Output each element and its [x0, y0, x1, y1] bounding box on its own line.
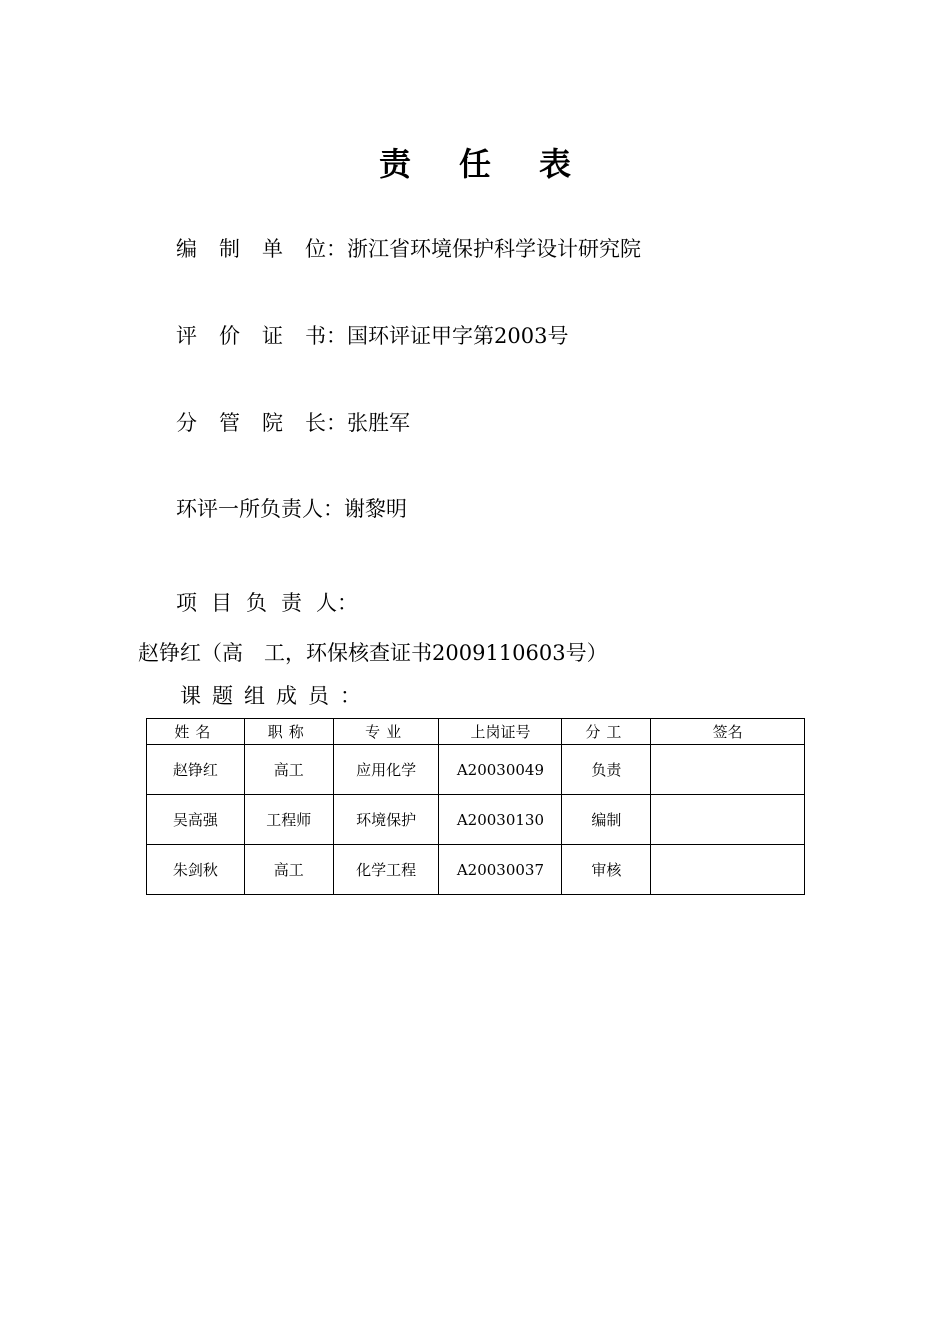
field-value: 国环评证甲字第2003号: [347, 324, 569, 348]
cell-signature: [651, 845, 805, 895]
field-deputy-dean: [176, 407, 410, 439]
field-label: 分管院长：: [176, 411, 347, 435]
cell-role: 编制: [562, 795, 651, 845]
cell-title: 工程师: [244, 795, 333, 845]
field-value: 张胜军: [347, 411, 410, 435]
cell-specialty: 环境保护: [333, 795, 439, 845]
column-header-role: 分工: [562, 719, 651, 745]
field-value: 浙江省环境保护科学设计研究院: [347, 237, 641, 261]
cell-license: A20030049: [439, 745, 562, 795]
column-header-license: 上岗证号: [439, 719, 562, 745]
field-value: 赵铮红（高 工，环保核查证书2009110603号）: [138, 641, 608, 665]
cell-role: 审核: [562, 845, 651, 895]
field-office-head: [176, 493, 407, 525]
team-table: [146, 718, 805, 895]
cell-name: 赵铮红: [147, 745, 245, 795]
team-section-title: 课题组成员：: [180, 684, 372, 708]
field-label: 编制单位：: [176, 237, 347, 261]
cell-name: 朱剑秋: [147, 845, 245, 895]
field-label: 项目负责人：: [176, 591, 358, 615]
table-row: [147, 845, 805, 895]
field-label: 环评一所负责人：: [176, 497, 344, 521]
column-header-specialty: 专业: [333, 719, 439, 745]
field-compiling-unit: [176, 233, 641, 265]
cell-license: A20030037: [439, 845, 562, 895]
field-label: 评价证书：: [176, 324, 347, 348]
cell-name: 吴高强: [147, 795, 245, 845]
field-project-leader: [138, 578, 818, 678]
cell-role: 负责: [562, 745, 651, 795]
field-evaluation-certificate: [176, 320, 568, 352]
column-header-signature: 签名: [651, 719, 805, 745]
cell-license: A20030130: [439, 795, 562, 845]
cell-signature: [651, 795, 805, 845]
page-title: 责任表: [378, 145, 619, 183]
cell-title: 高工: [244, 745, 333, 795]
table-row: [147, 795, 805, 845]
cell-title: 高工: [244, 845, 333, 895]
column-header-name: 姓名: [147, 719, 245, 745]
field-value: 谢黎明: [344, 497, 407, 521]
cell-specialty: 应用化学: [333, 745, 439, 795]
cell-signature: [651, 745, 805, 795]
column-header-title: 职称: [244, 719, 333, 745]
table-row: [147, 745, 805, 795]
table-header-row: [147, 719, 805, 745]
cell-specialty: 化学工程: [333, 845, 439, 895]
